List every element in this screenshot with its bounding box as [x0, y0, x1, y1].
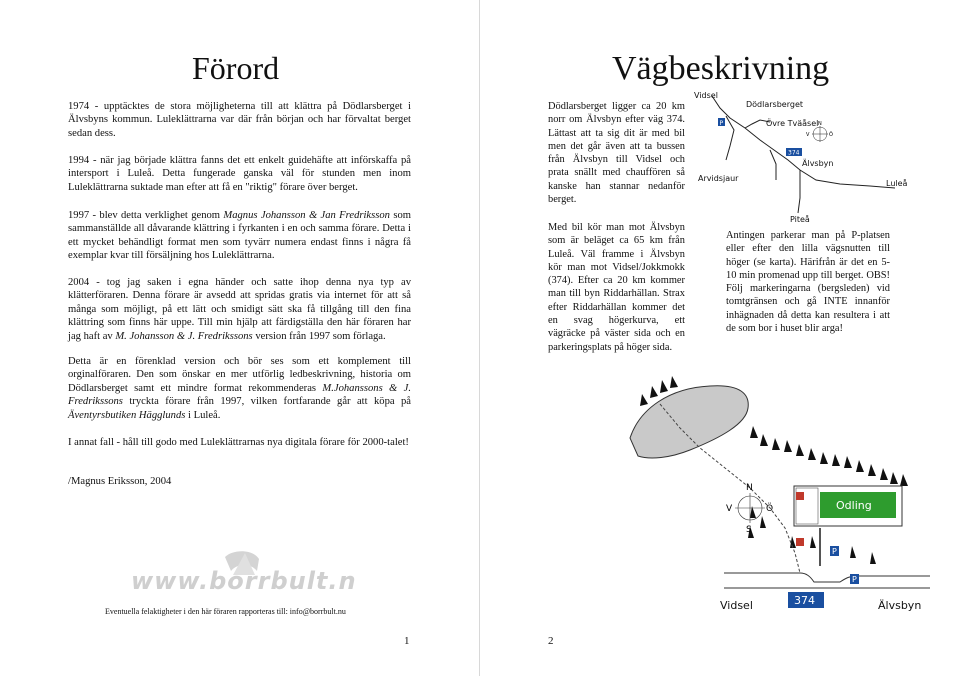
- paragraph-summary: [68, 355, 411, 422]
- tree-icon: [650, 386, 658, 398]
- paragraph-1974: 1974 - upptäcktes de stora möjligheterna till att klättra på Dödlarsberget i Älvsbyns kommun. Luleklättrarna var där från början och har förvaltat berget sedan dess.: [68, 101, 411, 139]
- page-number: 2: [548, 635, 554, 647]
- left-page: [0, 0, 479, 676]
- paragraph-1997: [68, 209, 411, 263]
- label-pitea: Piteå: [790, 215, 810, 224]
- tree-icon: [820, 452, 828, 464]
- tree-icon: [760, 434, 768, 446]
- text-span: 1997 - blev detta verklighet genom: [68, 210, 224, 221]
- road-number: 374: [788, 149, 800, 157]
- house-icon: [796, 538, 804, 546]
- borrbult-logo: [125, 545, 355, 605]
- text-span: 2004 - tog jag saken i egna händer och satte ihop denna nya typ av klätterföraren. Denna förare är avsedd att spridas gratis via internet för att så många som möjligt, på ett lätt och smidigt sätt ska få tillgång till den fina klättring som finns här uppe. Till min hjälp att färdigställa den här föraren har jag haft av: [68, 277, 411, 342]
- tree-icon: [670, 376, 678, 388]
- label-alvsbyn: Älvsbyn: [802, 159, 834, 168]
- author-names: M. Johansson & J. Fredrikssons: [115, 330, 253, 342]
- tree-icon: [660, 380, 668, 393]
- compass-v: V: [806, 132, 810, 138]
- shop-name: Äventyrsbutiken Hägglunds: [68, 409, 186, 421]
- paragraph-2004: [68, 276, 411, 343]
- text-span: som sammanställde all dåvarande klättring i fyrkanten i en och samma förare. Detta i ett mycket behändligt format men som tyvärr numera endast finns i några få exemplar kvar till försäljning hos Luleklättrarna.: [68, 210, 411, 262]
- author-names: Magnus Johansson & Jan Fredriksson: [223, 210, 390, 221]
- label-odling: Odling: [836, 499, 872, 512]
- detail-map: [600, 368, 930, 618]
- parking-label: P: [832, 547, 837, 556]
- house-icon: [796, 492, 804, 500]
- label-lulea: Luleå: [886, 179, 908, 188]
- logo-text: www.borrbult.nu: [131, 567, 355, 595]
- signature: /Magnus Eriksson, 2004: [68, 476, 172, 487]
- tree-icon: [750, 426, 758, 438]
- tree-icon: [640, 394, 648, 406]
- tree-icon: [772, 438, 780, 450]
- label-dodlarsberget: Dödlarsberget: [746, 100, 803, 109]
- compass-v: V: [726, 504, 733, 514]
- text-span: tryckta förare från 1997, vilken fortfarande går att köpa på: [122, 396, 411, 408]
- compass-s: S: [746, 525, 752, 535]
- road-number: 374: [794, 594, 815, 607]
- author-names: M.Johanssons & J. Fredrikssons: [68, 382, 411, 408]
- text-span: Detta är en förenklad version och bör ses som ett komplement till orginalföraren. Den som önskar en mer utförlig ledbeskrivning, historia om Dödlarsberget samt ett mindre format rekommenderas: [68, 356, 411, 394]
- compass-icon: [726, 483, 773, 535]
- tree-icon: [900, 474, 908, 486]
- tree-icon: [870, 552, 876, 564]
- label-ovre-tvaasel: Övre Tväåsel: [766, 119, 819, 128]
- road-line: [712, 96, 895, 188]
- parking-label: P: [719, 120, 724, 127]
- tree-icon: [810, 536, 816, 548]
- overview-map: [690, 88, 920, 228]
- tree-icon: [796, 444, 804, 456]
- road-line: [770, 150, 776, 180]
- compass-o: Ö: [766, 504, 774, 514]
- parking-label: P: [852, 575, 857, 584]
- page-title: Förord: [192, 50, 280, 86]
- page-number: 1: [404, 635, 410, 647]
- tree-icon: [832, 454, 840, 466]
- paragraph-greeting: I annat fall - håll till godo med Luleklättrarnas nya digitala förare för 2000-talet!: [68, 437, 409, 448]
- compass-o: Ö: [829, 132, 833, 138]
- text-span: i Luleå.: [185, 409, 221, 421]
- tree-icon: [850, 546, 856, 558]
- right-page: [480, 0, 959, 676]
- label-vidsel: Vidsel: [720, 599, 753, 612]
- label-vidsel: Vidsel: [694, 91, 718, 100]
- road-line: [798, 170, 800, 213]
- road-line: [726, 116, 734, 160]
- compass-n: N: [746, 483, 753, 493]
- tree-icon: [868, 464, 876, 476]
- tree-icon: [856, 460, 864, 472]
- cliff-area: [630, 386, 748, 458]
- paragraph-driving: Med bil kör man mot Älvsbyn som är beläget ca 65 km från Luleå. Väl framme i Älvsbyn kör man mot Vidsel/Jokkmokk (374). Efter ca 20 km kommer man till byn Riddarhällan. Strax efter Riddarhällan kommer det en svag högerkurva, ett vägräcke på väster sida och en parkeringsplats på höger sida.: [548, 222, 685, 353]
- tree-icon: [890, 472, 898, 484]
- logo-graphic: [125, 545, 355, 605]
- label-alvsbyn: Älvsbyn: [878, 599, 922, 612]
- label-arvidsjaur: Arvidsjaur: [698, 174, 739, 183]
- paragraph-intro: Dödlarsberget ligger ca 20 km norr om Älvsbyn efter väg 374. Lättast att ta sig dit är med bil men det går även att ta bussen från Älvsbyn till Vidsel och prata snällt med chauffören så kanske han stannar nedanför berget.: [548, 101, 685, 206]
- text-span: version från 1997 som förlaga.: [252, 330, 386, 342]
- paragraph-parking: Antingen parkerar man på P-platsen eller efter den lilla vägsnutten till höger (se karta). Härifrån är det en 5-10 min promenad upp till berget. OBS! Följ markeringarna (bergsleden) vid tomtgränsen och gå INTE innanför inhägnaden då detta kan resultera i att de som bor i huset blir arga!: [726, 230, 890, 335]
- tree-icon: [880, 468, 888, 480]
- tree-icon: [844, 456, 852, 468]
- page-title: Vägbeskrivning: [612, 50, 830, 87]
- tree-icon: [808, 448, 816, 460]
- tree-icon: [760, 516, 766, 528]
- compass-n: N: [818, 121, 822, 127]
- paragraph-1994: 1994 - när jag började klättra fanns det ett enkelt guidehäfte att införskaffa på intersport i Luleå. Detta fungerade ganska väl för stunden men inom Luleklättrarna suktade man efter att få en "riktig" förare över berget.: [68, 155, 411, 193]
- tree-icon: [784, 440, 792, 452]
- footer-note: Eventuella felaktigheter i den här föraren rapporteras till: info@borrbult.nu: [105, 607, 346, 616]
- road-edge: [724, 573, 930, 582]
